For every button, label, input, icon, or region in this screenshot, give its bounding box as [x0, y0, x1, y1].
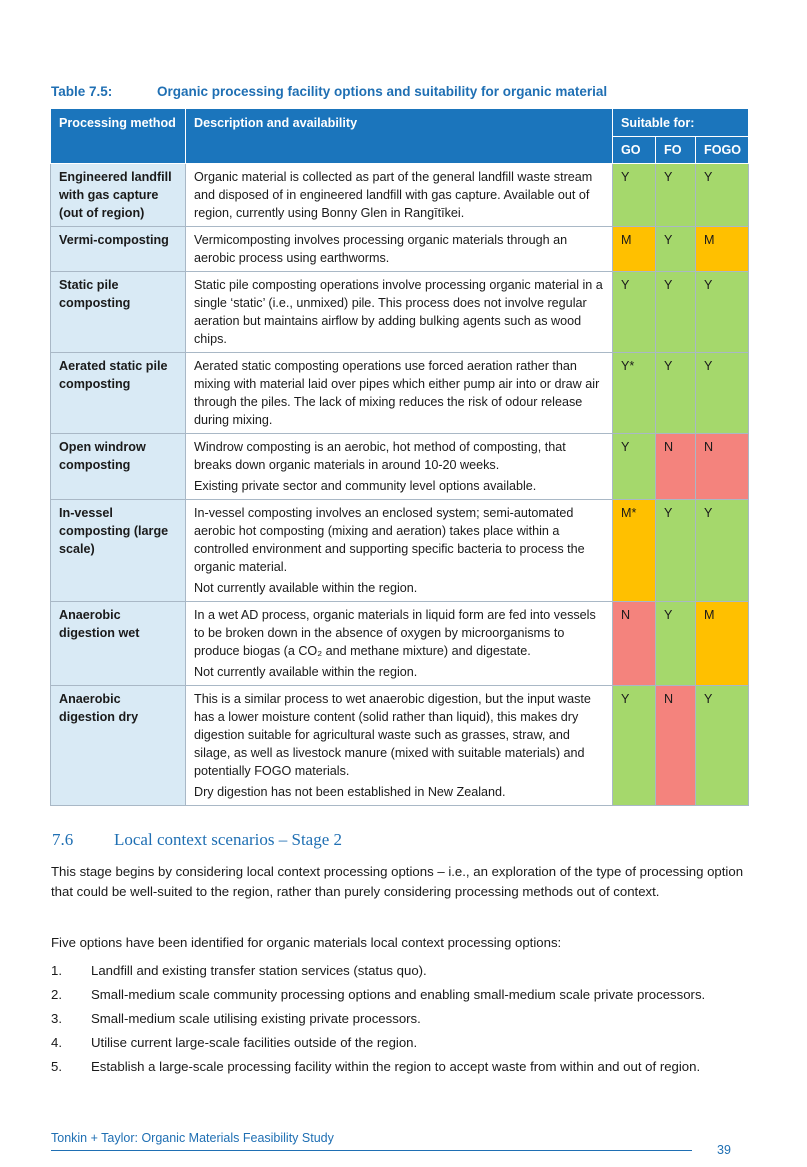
table-caption-number: Table 7.5: — [51, 84, 113, 99]
suitability-fogo-cell: Y — [696, 686, 749, 806]
description-paragraph: Not currently available within the region. — [194, 581, 418, 595]
table-body — [51, 164, 749, 806]
method-cell: In-vessel composting (large scale) — [51, 500, 186, 602]
suitability-fo-cell: Y — [656, 227, 696, 272]
method-cell: Static pile composting — [51, 272, 186, 353]
list-item-number: 5. — [51, 1059, 62, 1074]
method-cell: Engineered landfill with gas capture (out of region) — [51, 164, 186, 227]
suitability-go-cell: Y — [613, 434, 656, 500]
description-cell — [186, 272, 613, 353]
suitability-go-cell: N — [613, 602, 656, 686]
table-row — [51, 353, 749, 434]
table-caption-title: Organic processing facility options and suitability for organic material — [157, 84, 608, 99]
footer-divider — [51, 1150, 692, 1151]
method-cell: Open windrow composting — [51, 434, 186, 500]
description-cell — [186, 686, 613, 806]
suitability-go-cell: Y — [613, 164, 656, 227]
suitability-fo-cell: N — [656, 686, 696, 806]
method-cell: Anaerobic digestion dry — [51, 686, 186, 806]
suitability-fo-cell: N — [656, 434, 696, 500]
list-item — [51, 985, 761, 1005]
description-paragraph: Organic material is collected as part of the general landfill waste stream and disposed of in engineered landfill with gas capture. Available out of region, currently using Bonny Glen in Rangītīkei. — [194, 170, 593, 220]
description-paragraph: In a wet AD process, organic materials in liquid form are fed into vessels to be broken down in the absence of oxygen by microorganisms to produce biogas (a CO₂ and methane mixture) and digestate. — [194, 608, 596, 658]
list-item-text: Establish a large-scale processing facility within the region to accept waste from within and out of region. — [91, 1059, 701, 1074]
section-title: Local context scenarios – Stage 2 — [114, 830, 343, 849]
list-item-number: 1. — [51, 963, 62, 978]
description-paragraph: This is a similar process to wet anaerobic digestion, but the input waste has a lower moisture content (solid rather than liquid), this makes dry digestion suitable for agricultural waste such as grasses, straw, and silage, as well as livestock manure (mixed with suitable materials) and potentially FOGO materials. — [194, 692, 591, 778]
list-item — [51, 1033, 761, 1053]
description-paragraph: Static pile composting operations involve processing organic material in a single ‘static’ (i.e., unmixed) pile. This process does not involve regular aeration but maintains airflow by adding bulking agents such as wood chips. — [194, 278, 603, 346]
suitability-fo-cell: Y — [656, 602, 696, 686]
description-cell — [186, 500, 613, 602]
suitability-fogo-cell: Y — [696, 164, 749, 227]
options-list — [51, 961, 761, 1081]
suitability-go-cell: M* — [613, 500, 656, 602]
suitability-fogo-cell: Y — [696, 353, 749, 434]
table-row — [51, 500, 749, 602]
table-caption — [51, 84, 607, 99]
footer-title: Tonkin + Taylor: Organic Materials Feasibility Study — [51, 1131, 334, 1145]
header-description: Description and availability — [186, 109, 613, 164]
suitability-fo-cell: Y — [656, 353, 696, 434]
description-paragraph: Windrow composting is an aerobic, hot method of composting, that breaks down organic materials in around 10-20 weeks. — [194, 440, 566, 472]
table-row — [51, 272, 749, 353]
list-item-text: Landfill and existing transfer station services (status quo). — [91, 963, 427, 978]
description-paragraph: In-vessel composting involves an enclosed system; semi-automated aerobic hot composting (mixing and aeration) takes place within a controlled environment and supporting specific bacteria to process the organic material. — [194, 506, 585, 574]
description-cell — [186, 164, 613, 227]
suitability-go-cell: M — [613, 227, 656, 272]
section-number: 7.6 — [52, 830, 74, 849]
list-item-number: 2. — [51, 987, 62, 1002]
method-cell: Aerated static pile composting — [51, 353, 186, 434]
description-cell — [186, 353, 613, 434]
suitability-fogo-cell: M — [696, 602, 749, 686]
suitability-go-cell: Y — [613, 686, 656, 806]
method-cell: Anaerobic digestion wet — [51, 602, 186, 686]
description-paragraph: Existing private sector and community level options available. — [194, 479, 537, 493]
list-item — [51, 1009, 761, 1029]
options-intro-paragraph: Five options have been identified for organic materials local context processing options: — [51, 935, 562, 950]
list-item-number: 3. — [51, 1011, 62, 1026]
suitability-go-cell: Y* — [613, 353, 656, 434]
table-row — [51, 434, 749, 500]
list-item-text: Small-medium scale community processing options and enabling small-medium scale private processors. — [91, 987, 706, 1002]
header-suitable-for: Suitable for: — [613, 109, 749, 137]
header-processing-method: Processing method — [51, 109, 186, 164]
table-row — [51, 227, 749, 272]
suitability-fo-cell: Y — [656, 272, 696, 353]
list-item-number: 4. — [51, 1035, 62, 1050]
header-go: GO — [613, 137, 656, 164]
list-item-text: Utilise current large-scale facilities outside of the region. — [91, 1035, 418, 1050]
header-fogo: FOGO — [696, 137, 749, 164]
section-heading — [52, 830, 342, 850]
suitability-go-cell: Y — [613, 272, 656, 353]
processing-options-table — [50, 108, 749, 806]
list-item-text: Small-medium scale utilising existing private processors. — [91, 1011, 421, 1026]
intro-paragraph: This stage begins by considering local context processing options – i.e., an exploration of the type of processing option that could be well-suited to the region, rather than purely considering processing methods out of context. — [51, 864, 744, 899]
suitability-fogo-cell: M — [696, 227, 749, 272]
list-item — [51, 1057, 761, 1077]
page-number: 39 — [717, 1143, 731, 1157]
description-cell — [186, 434, 613, 500]
method-cell: Vermi-composting — [51, 227, 186, 272]
description-cell — [186, 602, 613, 686]
description-paragraph: Aerated static composting operations use forced aeration rather than mixing with material laid over pipes which either pump air into or draw air through the piles. The lack of mixing reduces the risk of odour release during mixing. — [194, 359, 600, 427]
suitability-fo-cell: Y — [656, 164, 696, 227]
suitability-fo-cell: Y — [656, 500, 696, 602]
description-cell — [186, 227, 613, 272]
suitability-fogo-cell: N — [696, 434, 749, 500]
description-paragraph: Dry digestion has not been established in New Zealand. — [194, 785, 506, 799]
table-row — [51, 164, 749, 227]
header-fo: FO — [656, 137, 696, 164]
suitability-fogo-cell: Y — [696, 272, 749, 353]
description-paragraph: Not currently available within the region. — [194, 665, 418, 679]
suitability-fogo-cell: Y — [696, 500, 749, 602]
table-row — [51, 602, 749, 686]
list-item — [51, 961, 761, 981]
table-row — [51, 686, 749, 806]
description-paragraph: Vermicomposting involves processing organic materials through an aerobic process using earthworms. — [194, 233, 568, 265]
